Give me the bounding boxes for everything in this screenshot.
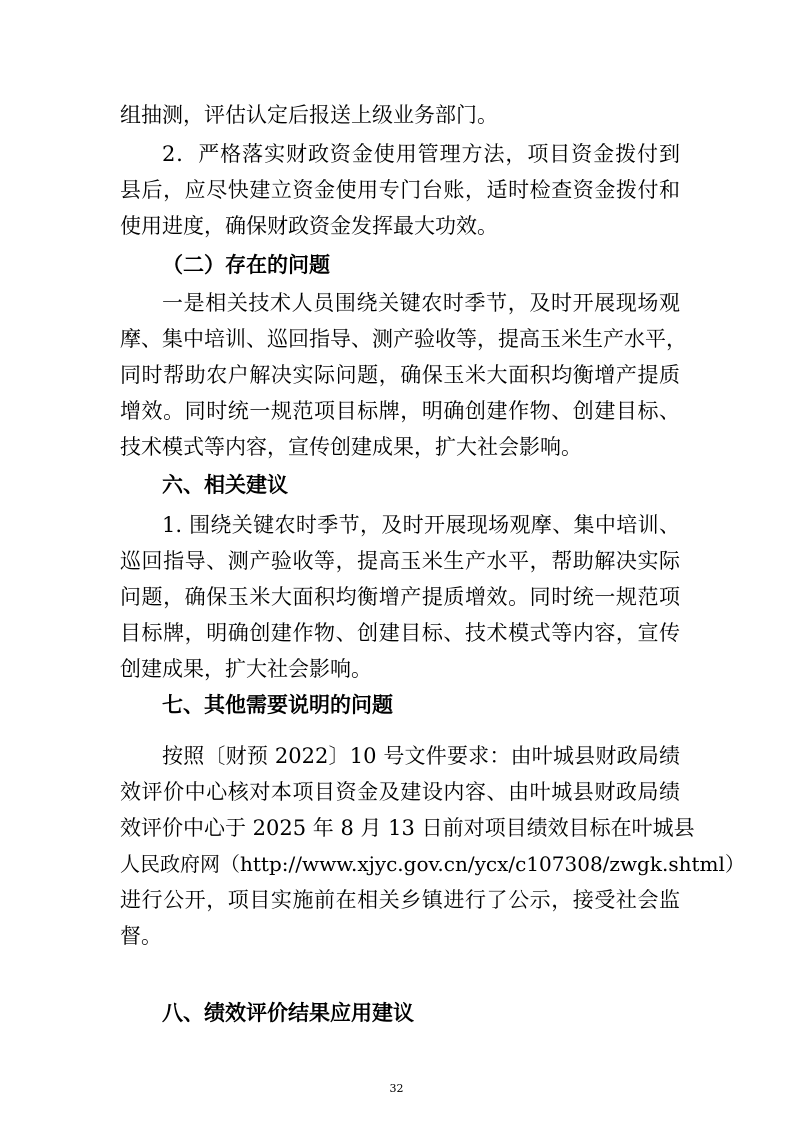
paragraph-line: 增效。同时统一规范项目标牌，明确创建作物、创建目标、	[120, 399, 680, 423]
paragraph-line: 技术模式等内容，宣传创建成果，扩大社会影响。	[120, 435, 582, 459]
section-heading: 八、绩效评价结果应用建议	[162, 1001, 414, 1025]
paragraph-line: 2．严格落实财政资金使用管理方法，项目资金拨付到	[162, 142, 680, 166]
page-number: 32	[389, 1082, 404, 1095]
section-heading: （二）存在的问题	[162, 253, 330, 277]
paragraph-line: 县后，应尽快建立资金使用专门台账，适时检查资金拨付和	[120, 178, 680, 202]
section-heading: 六、相关建议	[162, 473, 288, 497]
paragraph-line: 一是相关技术人员围绕关键农时季节，及时开展现场观	[162, 291, 680, 315]
section-heading: 七、其他需要说明的问题	[162, 693, 393, 717]
paragraph-line: 目标牌，明确创建作物、创建目标、技术模式等内容，宣传	[120, 621, 680, 645]
paragraph-line: 进行公开，项目实施前在相关乡镇进行了公示，接受社会监	[120, 888, 680, 912]
paragraph-line: 组抽测，评估认定后报送上级业务部门。	[120, 103, 498, 127]
paragraph-line: 人民政府网（http://www.xjyc.gov.cn/ycx/c107308/zwgk.shtml）	[120, 852, 745, 876]
paragraph-line: 摩、集中培训、巡回指导、测产验收等，提高玉米生产水平，	[120, 327, 687, 351]
paragraph-line: 效评价中心核对本项目资金及建设内容、由叶城县财政局绩	[120, 780, 680, 804]
paragraph-line: 使用进度，确保财政资金发挥最大功效。	[120, 214, 498, 238]
paragraph-line: 同时帮助农户解决实际问题，确保玉米大面积均衡增产提质	[120, 363, 680, 387]
paragraph-line: 问题，确保玉米大面积均衡增产提质增效。同时统一规范项	[120, 585, 680, 609]
paragraph-line: 1. 围绕关键农时季节，及时开展现场观摩、集中培训、	[162, 513, 680, 537]
paragraph-line: 按照〔财预 2022〕10 号文件要求：由叶城县财政局绩	[162, 744, 680, 768]
paragraph-line: 效评价中心于 2025 年 8 月 13 日前对项目绩效目标在叶城县	[120, 816, 695, 840]
paragraph-line: 巡回指导、测产验收等，提高玉米生产水平，帮助解决实际	[120, 549, 680, 573]
paragraph-line: 督。	[120, 924, 162, 948]
paragraph-line: 创建成果，扩大社会影响。	[120, 657, 372, 681]
